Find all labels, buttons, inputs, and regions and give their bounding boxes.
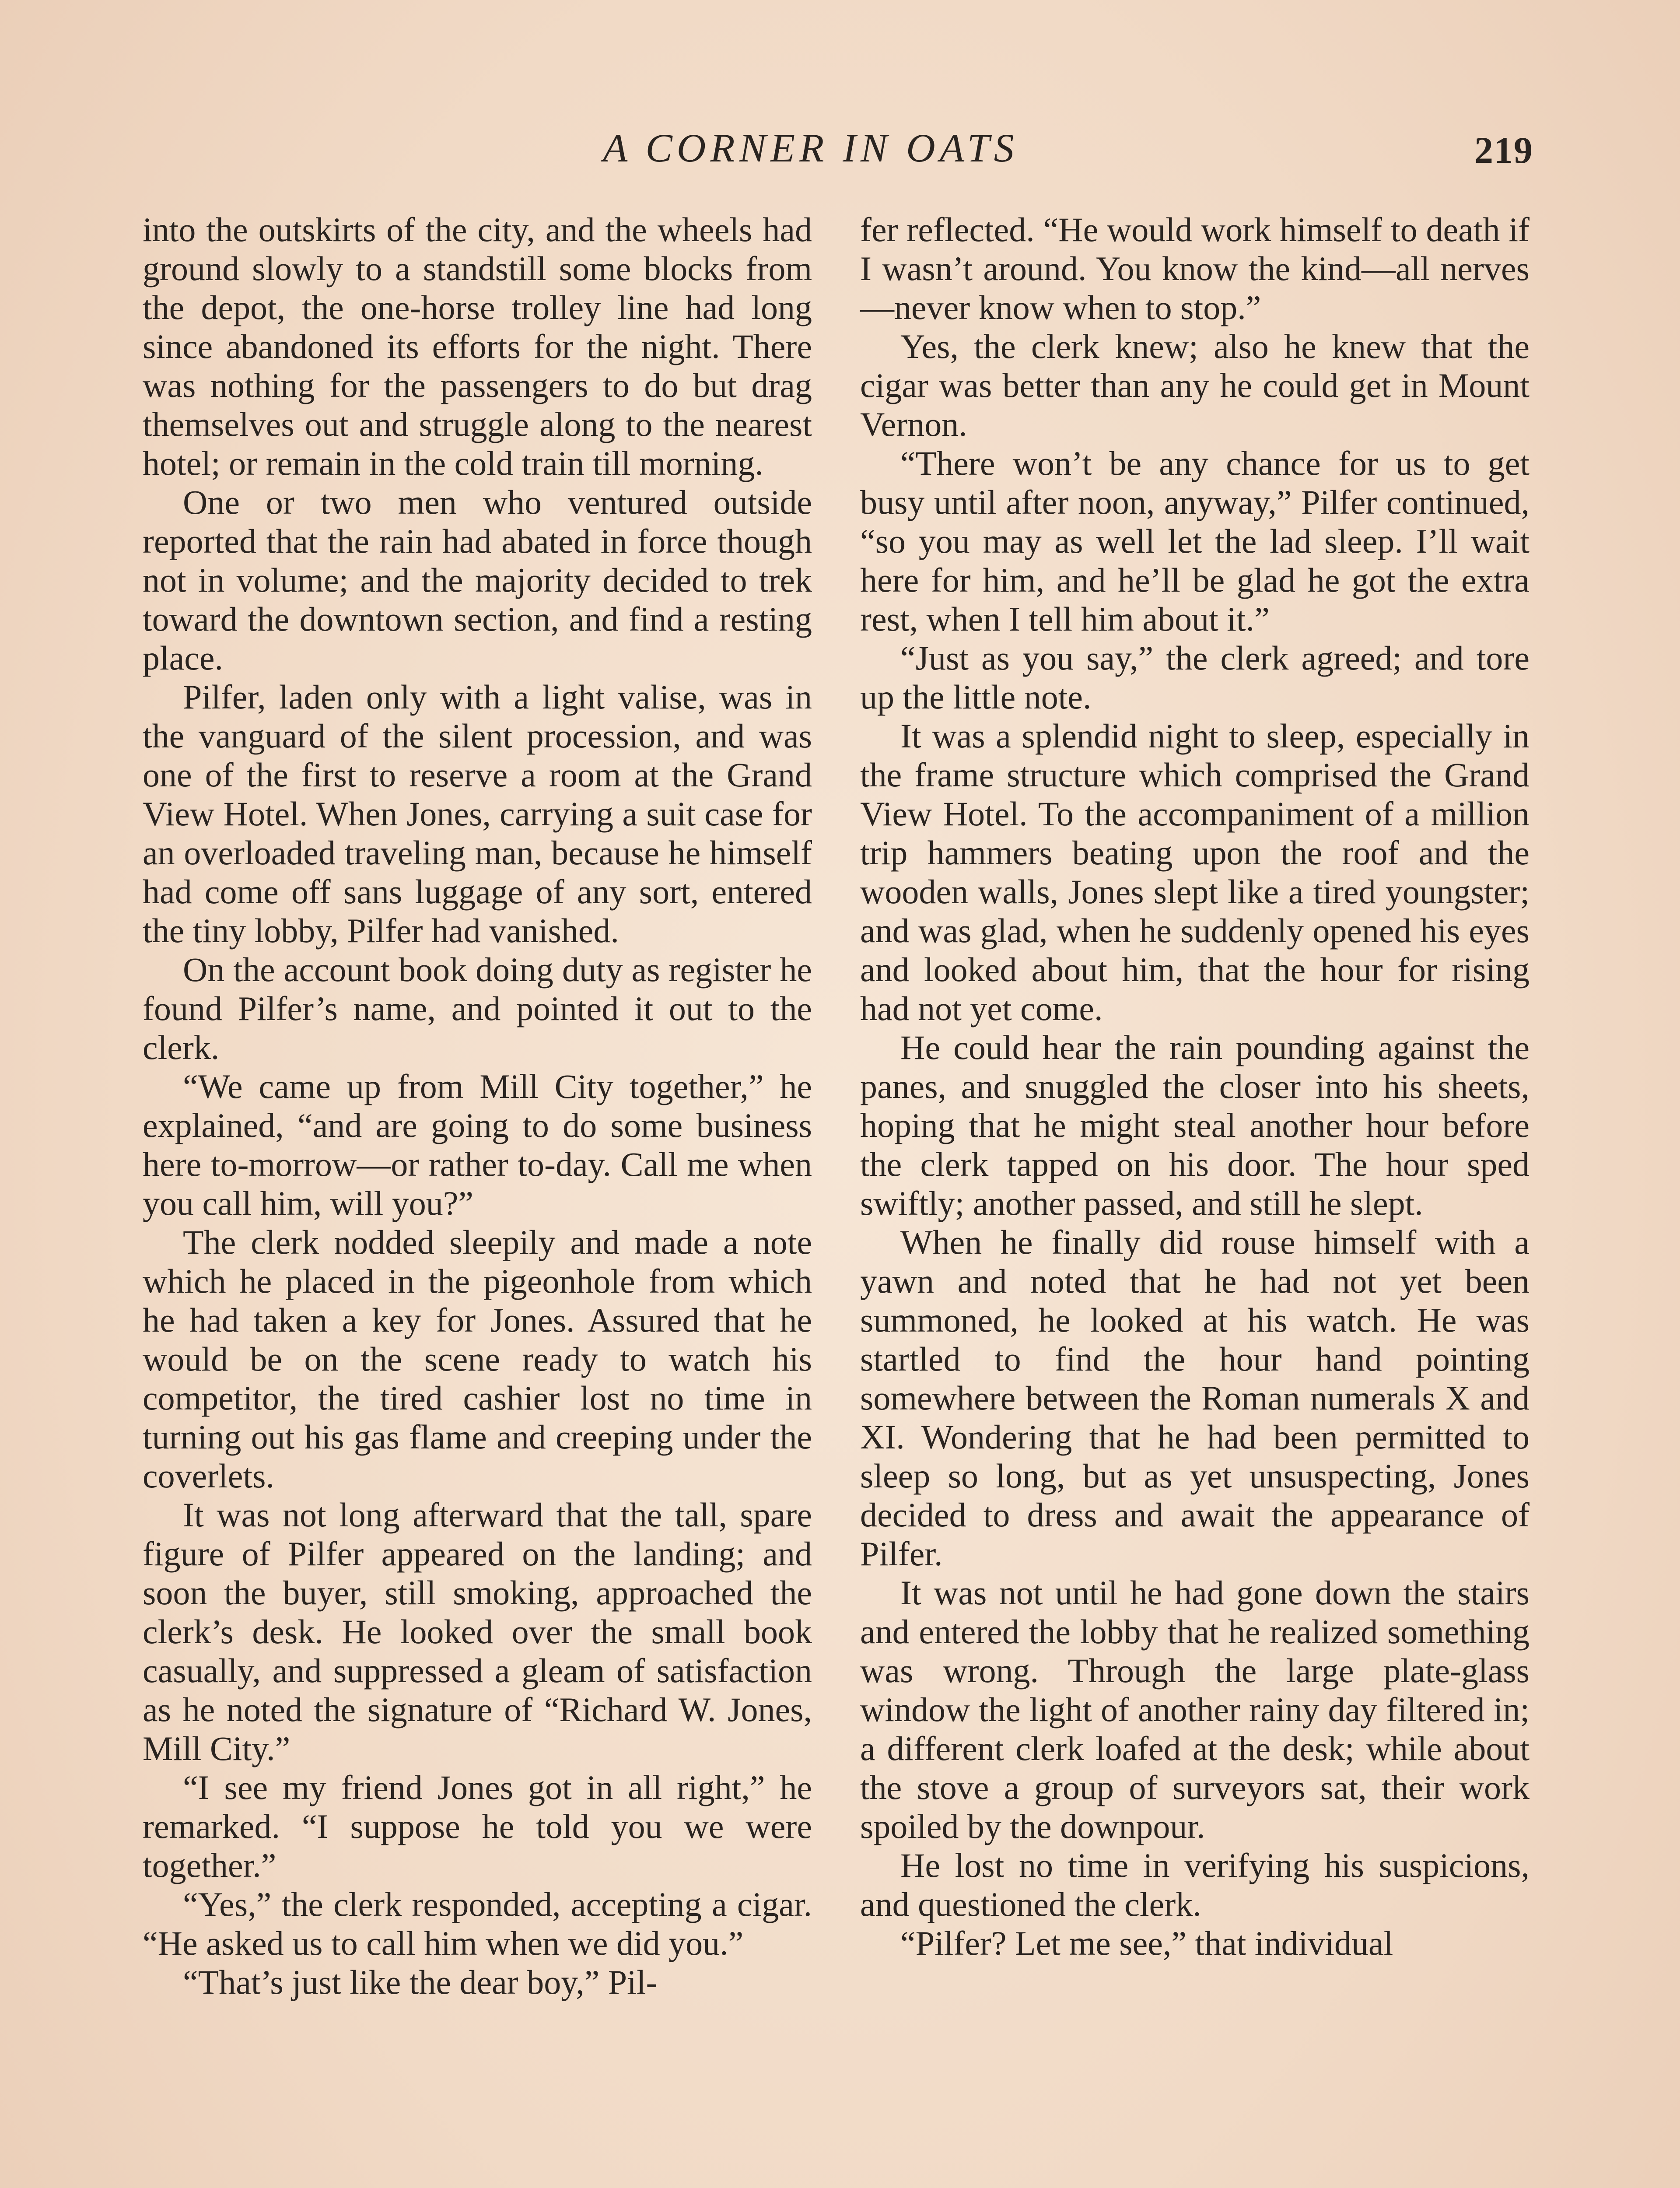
- paragraph: “Pilfer? Let me see,” that individual: [900, 1924, 1393, 1962]
- right-column: [860, 210, 1530, 1963]
- paragraph: The clerk nodded sleepily and made a note which he placed in the pigeonhole from which he had taken a key for Jones. Assured that he would be on the scene ready to watch his competitor, the tired cashier lost no time in turning out his gas flame and creeping under the coverlets.: [143, 1223, 812, 1495]
- page-number: 219: [1474, 129, 1533, 171]
- paragraph: “Yes,” the clerk responded, accepting a cigar. “He asked us to call him when we did you.”: [143, 1885, 812, 1962]
- paragraph: It was a splendid night to sleep, especially in the frame structure which comprised the Grand View Hotel. To the accompaniment of a million trip hammers beating upon the roof and the wooden walls, Jones slept like a tired youngster; and was glad, when he suddenly opened his eyes and looked about him, that the hour for rising had not yet come.: [860, 717, 1530, 1027]
- paragraph: fer reflected. “He would work himself to death if I wasn’t around. You know the kind—all nerves—never know when to stop.”: [860, 210, 1530, 326]
- left-column: [143, 210, 812, 2002]
- paragraph: It was not until he had gone down the stairs and entered the lobby that he realized something was wrong. Through the large plate-glass window the light of another rainy day filtered in; a different clerk loafed at the desk; while about the stove a group of surveyors sat, their work spoiled by the downpour.: [860, 1574, 1530, 1845]
- paragraph: One or two men who ventured outside reported that the rain had abated in force though not in volume; and the majority decided to trek toward the downtown section, and find a resting place.: [143, 483, 812, 677]
- running-title: A CORNER IN OATS: [603, 126, 1018, 170]
- paragraph: Pilfer, laden only with a light valise, was in the vanguard of the silent procession, and was one of the first to reserve a room at the Grand View Hotel. When Jones, carrying a suit case for an overloaded traveling man, because he himself had come off sans luggage of any sort, entered the tiny lobby, Pilfer had vanished.: [143, 678, 812, 950]
- paragraph: “We came up from Mill City together,” he explained, “and are going to do some business here to-morrow—or rather to-day. Call me when you call him, will you?”: [143, 1067, 812, 1222]
- paragraph: It was not long afterward that the tall, spare figure of Pilfer appeared on the landing; and soon the buyer, still smoking, approached the clerk’s desk. He looked over the small book casually, and suppressed a gleam of satisfaction as he noted the signature of “Richard W. Jones, Mill City.”: [143, 1496, 812, 1767]
- paragraph: “I see my friend Jones got in all right,” he remarked. “I suppose he told you we were together.”: [143, 1768, 812, 1884]
- paragraph: When he finally did rouse himself with a yawn and noted that he had not yet been summoned, he looked at his watch. He was startled to find the hour hand pointing somewhere between the Roman numerals X and XI. Wondering that he had been permitted to sleep so long, but as yet unsuspecting, Jones decided to dress and await the appearance of Pilfer.: [860, 1223, 1530, 1573]
- paragraph: “That’s just like the dear boy,” Pil-: [183, 1963, 658, 2001]
- paragraph: Yes, the clerk knew; also he knew that the cigar was better than any he could get in Mount Vernon.: [860, 327, 1530, 443]
- paragraph: On the account book doing duty as register he found Pilfer’s name, and pointed it out to the clerk.: [143, 950, 812, 1066]
- paragraph: He lost no time in verifying his suspicions, and questioned the clerk.: [860, 1846, 1530, 1923]
- paragraph: “There won’t be any chance for us to get busy until after noon, anyway,” Pilfer continued, “so you may as well let the lad sleep. I’ll wait here for him, and he’ll be glad he got the extra rest, when I tell him about it.”: [860, 444, 1530, 638]
- paragraph: “Just as you say,” the clerk agreed; and tore up the little note.: [860, 639, 1530, 716]
- paragraph: He could hear the rain pounding against the panes, and snuggled the closer into his sheets, hoping that he might steal another hour before the clerk tapped on his door. The hour sped swiftly; another passed, and still he slept.: [860, 1028, 1530, 1222]
- paragraph: into the outskirts of the city, and the wheels had ground slowly to a standstill some blocks from the depot, the one-horse trolley line had long since abandoned its efforts for the night. There was nothing for the passengers to do but drag themselves out and struggle along to the nearest hotel; or remain in the cold train till morning.: [143, 210, 812, 482]
